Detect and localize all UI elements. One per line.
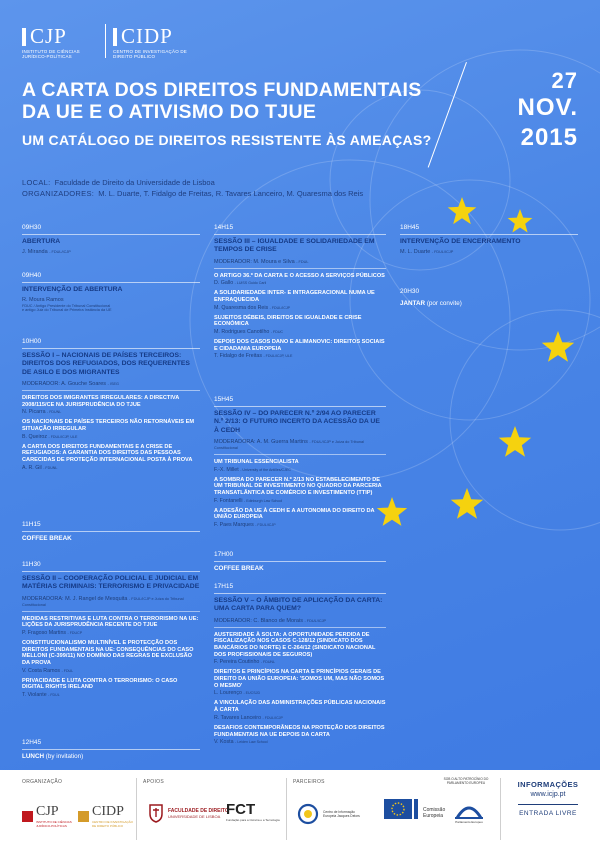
paper-speaker-name: R. Tavares Lanceiro [214,714,262,721]
paper-item [22,395,200,415]
cidp-footer-sub: CENTRO DE INVESTIGAÇÃO DE DIREITO PÚBLICO [92,820,134,828]
footer-divider [136,778,137,840]
subtitle: UM CATÁLOGO DE DIREITOS RESISTENTE ÀS AMEAÇAS? [22,132,432,148]
moderator [214,439,386,455]
commission-logo [384,799,418,819]
apoios-label: APOIOS [143,779,164,785]
moderator-affiliation: - FDUL/ICJP [304,618,327,623]
paper-speaker-affiliation: - FDUNL [260,660,276,665]
paper-item [214,290,386,310]
session-title: SESSÃO I – NACIONAIS DE PAÍSES TERCEIROS: DIREITOS DOS REFUGIADOS, DOS REQUERENTES DE ASILO E DOS MIGRANTES [22,348,200,377]
moderator [214,618,386,628]
cidp-logo [113,26,193,59]
slot-title: ABERTURA [22,234,200,246]
paper-item [214,459,386,473]
eu-star-icon [448,197,477,224]
slot-title [400,300,578,307]
slot-abertura [22,224,200,256]
paper-title: SUJEITOS DÉBEIS, DIREITOS DE IGUALDADE E CRISE ECONÓMICA [214,314,362,328]
cieje-name: Centro de Informação Europeia Jacques Delors [323,810,360,818]
fdul-logo [148,803,229,823]
slot-sessao-5 [214,583,386,745]
organizers-value: M. L. Duarte, T. Fidalgo de Freitas, R. Tavares Lanceiro, M. Quaresma dos Reis [98,189,364,198]
paper-title: A CARTA DOS DIREITOS FUNDAMENTAIS E A CRISE DE REFUGIADOS: A GARANTIA DOS DIREITOS DAS PESSOAS CARECIDAS DE PROTEÇÃO INTERNACIONAL POSTA À PROVA [22,443,193,464]
parceiros-label: PARCEIROS [293,779,325,785]
paper-speaker-affiliation: - FDUL/ICJP, ULE [48,434,78,439]
moderator-name: MODERADORA: M. J. Rangel de Mesquita [22,595,128,602]
cjp-logo-subtitle: INSTITUTO DE CIÊNCIAS JURÍDICO-POLÍTICAS [22,49,80,60]
moderator-name: MODERADOR: M. Moura e Silva [214,258,295,265]
paper-item [22,616,200,636]
speaker-name: R. Moura Ramos [22,297,64,304]
slot-time: 14H15 [214,224,234,231]
paper-item [214,477,386,504]
parliament-name: Parlamento Europeu [455,820,483,824]
moderator-affiliation: - FDUL/ICJP e Juíza do Tribunal Constitucional [22,596,184,607]
date-year: 2015 [520,124,578,151]
paper-item [214,632,386,666]
paper-speaker-affiliation: - University of the Antilles/CJEC [240,467,291,472]
speaker [22,297,200,304]
jantar-note: (por convite) [426,300,462,307]
paper-speaker [22,668,200,674]
paper-title: DEPOIS DOS CASOS DANO E ALIMANOVIC: DIREITOS SOCIAIS E CIDADANIA EUROPEIA [214,339,385,352]
paper-speaker-name: N. Picarra [22,409,46,416]
paper-item [214,725,386,745]
entry-label: ENTRADA LIVRE [519,810,577,817]
slot-time: 18H45 [400,224,420,231]
moderator-name: MODERADOR: A. Gouche Soares [22,380,107,387]
location-line [22,178,215,187]
slot-encerramento [400,224,578,256]
title-line-1: A CARTA DOS DIREITOS FUNDAMENTAIS [22,79,422,101]
paper-item [214,339,386,359]
slot-time: 09H30 [22,224,42,231]
lunch-label: LUNCH [22,753,45,760]
paper-item [22,419,200,439]
moderator [22,381,200,391]
paper-title: OS NACIONAIS DE PAÍSES TERCEIROS NÃO RETORNÁVEIS EM SITUAÇÃO IRREGULAR [22,419,194,432]
eu-star-icon [499,426,531,457]
paper-speaker [22,434,200,440]
cjp-logo-mark: CJP [22,26,102,47]
cjp-logo [22,26,102,59]
paper-speaker [214,353,386,359]
paper-speaker [214,522,386,528]
session-title: SESSÃO III – IGUALDADE E SOLIDARIEDADE EM TEMPOS DE CRISE [214,234,386,255]
paper-speaker-name: T. Fidalgo de Freitas [214,353,262,360]
paper-item [22,640,200,674]
speaker-affiliation: - FDUL/ICJP [431,250,454,255]
cjp-mark-icon [22,811,33,822]
slot-sessao-2 [22,561,200,698]
moderator [214,259,386,269]
speaker [22,249,200,256]
speaker-name: J. Miranda [22,249,48,256]
paper-speaker [22,630,200,636]
slot-time: 11H15 [22,521,41,528]
slot-time: 17H15 [214,583,234,590]
slot-time: 09H40 [22,272,42,279]
fct-name: FCT [226,801,256,818]
info-block [508,780,588,817]
paper-title: O ARTIGO 36.º DA CARTA E O ACESSO A SERVIÇOS PÚBLICOS [214,272,385,279]
sponsors-footer [0,770,600,849]
paper-speaker-name: M. Quaresma dos Reis [214,304,269,311]
paper-speaker [214,467,386,473]
paper-title: A VINCULAÇÃO DAS ADMINISTRAÇÕES PÚBLICAS NACIONAIS À CARTA [214,700,386,714]
paper-speaker [22,409,200,415]
paper-speaker-affiliation: - FDUL/ICJP [269,305,291,310]
paper-title: DESAFIOS CONTEMPORÂNEOS NA PROTEÇÃO DOS DIREITOS FUNDAMENTAIS NA UE DEPOIS DA CARTA [214,724,385,738]
eu-star-icon [451,488,483,519]
slot-time: 17H00 [214,551,234,558]
cidp-logo-mark: CIDP [113,26,193,47]
speaker [400,249,578,256]
paper-speaker-affiliation: - LUISS Guido Carli [234,281,267,286]
paper-speaker-affiliation: - FDUL [48,693,60,698]
slot-coffee-break-2 [214,551,386,572]
slot-time: 11H30 [22,561,41,568]
paper-speaker [214,329,386,335]
footer-divider [286,778,287,840]
slot-intervencao-abertura [22,272,200,313]
paper-speaker [214,498,386,504]
paper-speaker-name: F. Fontanelli [214,497,243,504]
session-title: SESSÃO IV – DO PARECER N.º 2/94 AO PARECER N.º 2/13: O FUTURO INCERTO DA ACESSÃO DA UE À CEDH [214,406,386,435]
paper-title: AUSTERIDADE À SOLTA: A OPORTUNIDADE PERDIDA DE FISCALIZAÇÃO NOS CASOS C-128/12 (SINDICATO DOS BANCÁRIOS DO NORTE) E C-264/12 (SINDICATO NACIONAL DOS PROFISSIONAIS DE SEGUROS) [214,631,376,658]
speaker-affiliation-2: e antigo Juiz do Tribunal de Primeira Instância da UE [22,308,112,313]
info-url[interactable]: www.icjp.pt [530,791,566,798]
paper-speaker-name: F. Paes Marques [214,522,254,529]
slot-title [22,749,200,760]
paper-speaker-name: B. Queiroz [22,433,48,440]
paper-speaker-name: F.-X. Millet [214,466,239,473]
paper-speaker [214,305,386,311]
paper-item [214,508,386,528]
moderator-affiliation: - ISEG [107,381,119,386]
title-line-2: DA UE E O ATIVISMO DO TJUE [22,101,317,123]
slot-sessao-3 [214,224,386,359]
paper-item [214,700,386,720]
slot-sessao-4 [214,396,386,528]
session-title: SESSÃO V – O ÂMBITO DE APLICAÇÃO DA CARTA: UMA CARTA PARA QUEM? [214,593,386,614]
paper-item [22,444,200,471]
slot-title: COFFEE BREAK [214,561,386,572]
fct-sub: Fundação para a Ciência e a Tecnologia [226,818,280,822]
organizers-label: ORGANIZADORES: [22,189,95,198]
paper-speaker [214,280,386,286]
eu-parliament-icon [455,800,483,820]
paper-item [214,273,386,287]
cidp-mark-icon [78,811,89,822]
paper-title: UM TRIBUNAL ESSENCIALISTA [214,458,299,465]
paper-speaker-affiliation: - Leiden Law School [235,740,268,745]
logo-divider [105,24,106,58]
cidp-footer-logo [78,804,136,828]
slot-time: 20H30 [400,288,420,295]
lunch-note: (by invitation) [45,753,84,760]
fdul-name: FACULDADE DE DIREITO [168,807,229,814]
moderator-affiliation: - FDUL [296,259,309,264]
paper-title: DIREITOS DOS IMIGRANTES IRREGULARES: A DIRECTIVA 2008/115/CE NA JURISPRUDÊNCIA DO TJUE [22,394,180,408]
paper-title: MEDIDAS RESTRITIVAS E LUTA CONTRA O TERRORISMO NA UE: LIÇÕES DA JURISPRUDÊNCIA RECENTE DO TJUE [22,615,199,629]
moderator-name: MODERADORA: A. M. Guerra Martins [214,438,308,445]
paper-speaker-affiliation: - FDUCP [67,630,83,635]
cjp-footer-name: CJP [36,804,59,819]
speaker-name: M. L. Duarte [400,249,431,256]
paper-item [22,678,200,698]
slot-title: INTERVENÇÃO DE ABERTURA [22,282,200,294]
paper-speaker-name: A. R. Gil [22,464,42,471]
info-label: INFORMAÇÕES [517,780,579,789]
slot-lunch [22,739,200,760]
cjp-footer-sub: INSTITUTO DE CIÊNCIAS JURÍDICO-POLÍTICAS [36,820,72,828]
paper-speaker-affiliation: - FDUC [270,330,284,335]
fdul-crest-icon [148,803,164,823]
date-day: 27 [551,68,578,93]
slot-time: 15H45 [214,396,234,403]
slot-time: 12H45 [22,739,42,746]
paper-title: A SOLIDARIEDADE INTER- E INTRAGERACIONAL NUMA UE ENFRAQUECIDA [214,290,375,303]
paper-speaker-name: P. Fragoso Martins [22,629,67,636]
organizers-line [22,189,363,198]
organizacao-label: ORGANIZAÇÃO [22,779,63,785]
paper-speaker-name: V. Costa Ramos [22,667,61,674]
eu-commission-icon [384,799,418,819]
paper-speaker-affiliation: - FDUL [61,668,74,673]
paper-title: A SOMBRA DO PARECER N.º 2/13 NO ESTABELECIMENTO DE UM TRIBUNAL DE INVESTIMENTO NO QUADRO DA PARCERIA TRANSATLÂNTICA DE COMÉRCIO E INVESTIMENTO (TTIP) [214,476,382,496]
paper-speaker [214,715,386,721]
cieje-logo [296,802,363,826]
slot-title: INTERVENÇÃO DE ENCERRAMENTO [400,234,578,246]
slot-jantar [400,288,578,307]
ep-patronage-note: SOB O ALTO PATROCÍNIO DO PARLAMENTO EUROPEU [443,777,489,785]
moderator [22,596,200,612]
paper-speaker-name: D. Gallo [214,280,234,287]
slot-coffee-break-1 [22,521,200,542]
paper-speaker [22,465,200,471]
slot-title: COFFEE BREAK [22,531,200,542]
paper-speaker-affiliation: - EUCSJD [243,691,261,696]
info-divider [518,804,578,805]
paper-item [214,669,386,696]
paper-speaker [214,739,386,745]
location-value: Faculdade de Direito da Universidade de Lisboa [54,178,215,187]
slot-time: 10H00 [22,338,42,345]
moderator-name: MODERADOR: C. Blanco de Morais [214,617,303,624]
paper-speaker-name: T. Violante [22,692,47,699]
paper-speaker-affiliation: - FDUL/ICJP [255,523,276,528]
cidp-footer-name: CIDP [92,804,124,819]
session-title: SESSÃO II – COOPERAÇÃO POLICIAL E JUDICIAL EM MATÉRIAS CRIMINAIS: TERRORISMO E PRIVACIDADE [22,571,200,592]
commission-name: Comissão Europeia [423,807,446,819]
cjp-footer-logo [22,804,76,828]
fdul-university: UNIVERSIDADE DE LISBOA [168,813,221,819]
paper-speaker-name: V. Kosta [214,739,234,746]
cidp-logo-subtitle: CENTRO DE INVESTIGAÇÃO DE DIREITO PÚBLICO [113,49,188,60]
paper-speaker [22,692,200,698]
paper-speaker-affiliation: - FDUNL [47,410,62,415]
paper-speaker [214,659,386,665]
paper-item [214,315,386,335]
paper-speaker-name: F. Pereira Coutinho [214,659,260,666]
cieje-ring-icon [296,802,320,826]
speaker-affiliation: - FDUL/ICJP [49,250,71,255]
parliament-logo [455,800,483,824]
moderator-affiliation: - FDUL/ICJP e Juíza do Tribunal Constitucional [214,439,364,450]
paper-title: PRIVACIDADE E LUTA CONTRA O TERRORISMO: O CASO DIGITAL RIGHTS IRELAND [22,677,178,691]
speaker-affiliation-1: FDUC / Antigo Presidente do Tribunal Constitucional [22,303,111,308]
paper-speaker-affiliation: - Edinburgh Law School [244,498,283,503]
eu-star-icon [542,331,574,362]
paper-speaker-affiliation: - FDUNL [43,465,58,470]
paper-speaker-affiliation: - FDUL/ICJP, ULE [263,354,293,359]
date-month: NOV. [517,94,578,121]
jantar-label: JANTAR [400,300,426,307]
location-label: LOCAL: [22,178,51,187]
slot-sessao-1 [22,338,200,471]
paper-speaker-affiliation: - FDUL/ICJP [262,715,283,720]
fct-logo [226,801,281,822]
paper-title: CONSTITUCIONALISMO MULTINÍVEL E PROTECÇÃO DOS DIREITOS FUNDAMENTAIS NA UE: CONSEQUÊNCIAS DO CASO MELLONI (C-399/11) NO DOMÍNIO DAS REGRAS DE EXCLUSÃO DA PROVA [22,639,194,667]
paper-speaker-name: L. Lourenço [214,690,242,697]
paper-title: DIREITOS E PRINCÍPIOS NA CARTA E PRINCÍPIOS GERAIS DE DIREITO DA UNIÃO EUROPEIA: 'SOMOS UM, MAS NÃO SOMOS O MESMO' [214,669,385,689]
paper-speaker [214,690,386,696]
footer-divider [500,778,501,840]
paper-title: A ADESÃO DA UE À CEDH E A AUTONOMIA DO DIREITO DA UNIÃO EUROPEIA [214,507,375,521]
paper-speaker-name: M. Rodrigues Canotilho [214,329,270,336]
